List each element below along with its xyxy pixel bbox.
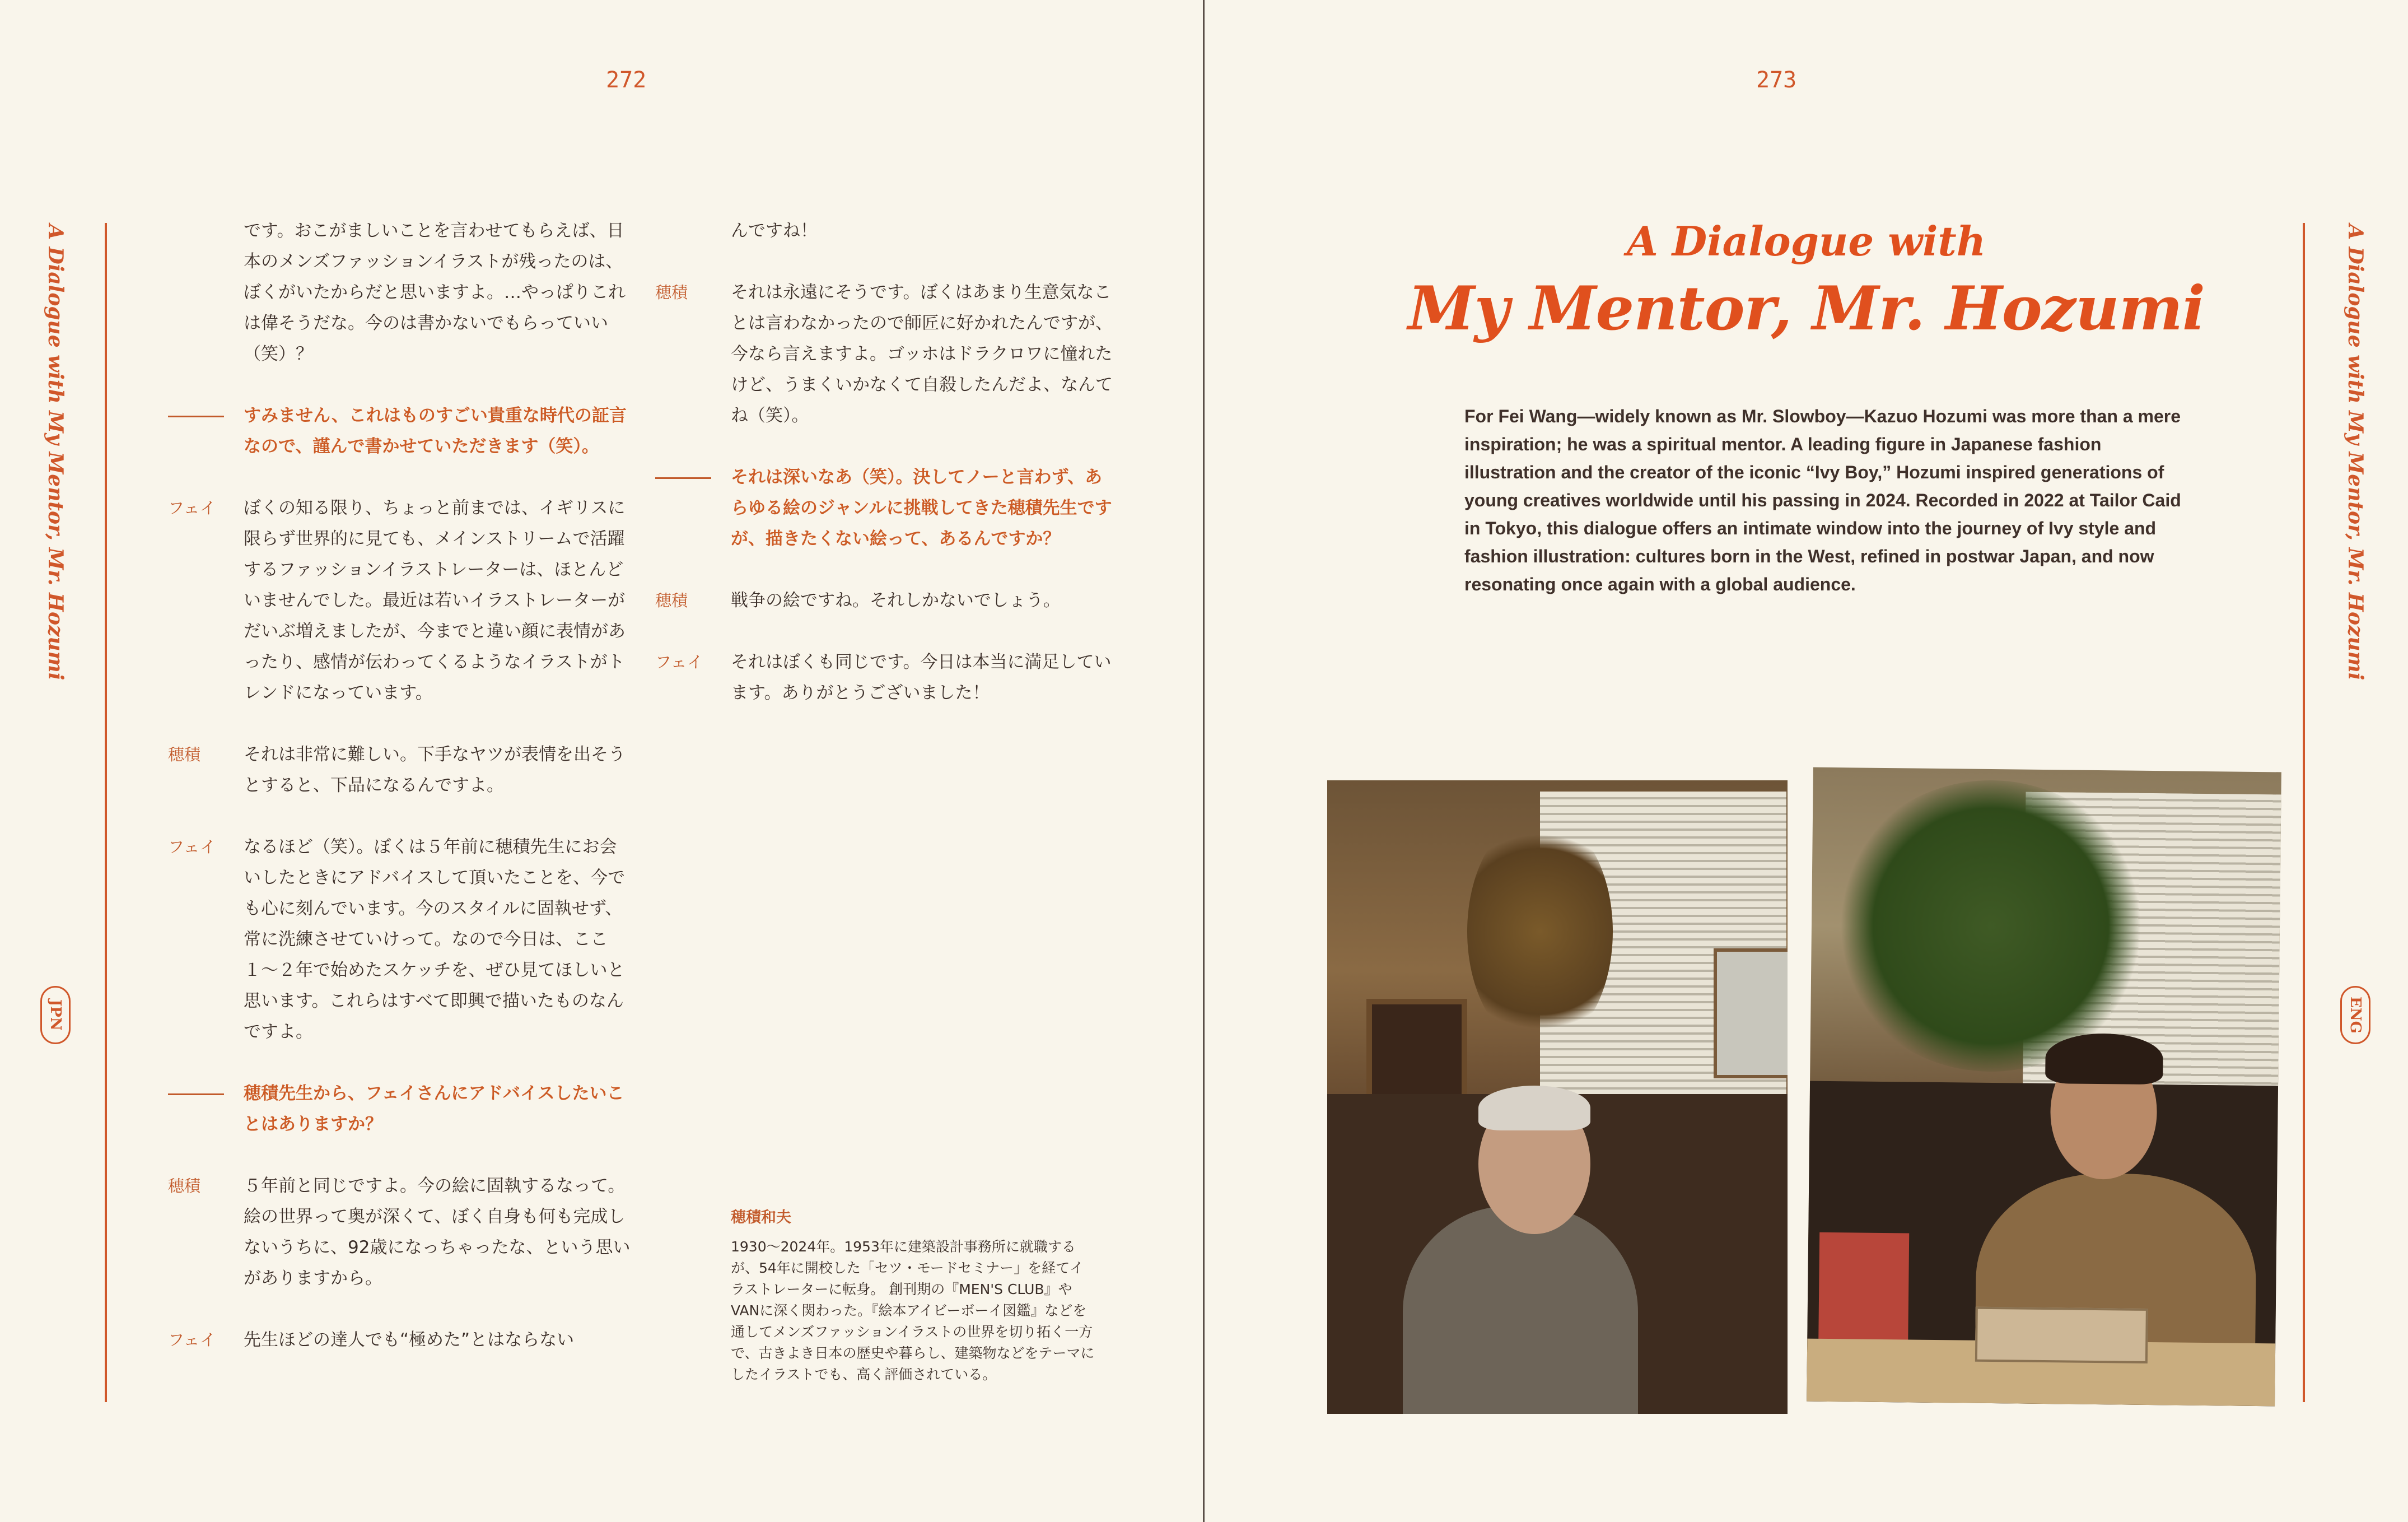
speaker-label: フェイ [168,1330,216,1349]
interviewer-question [168,401,633,462]
speaker-label: 穂積 [655,591,688,610]
article-heading-line2: My Mentor, Mr. Hozumi [1408,273,2205,344]
bio-name: 穂積和夫 [731,1209,791,1226]
profile-bio [731,1207,1098,1385]
dialogue-text: すみません、これはものすごい貴重な時代の証言なので、謹んで書かせていただきます（笑）。 [244,406,627,457]
dialogue-text: ぼくの知る限り、ちょっと前までは、イギリスに限らず世界的に見ても、メインストリームで活躍するファッションイラストレーターは、ほとんどいませんでした。最近は若いイラストレーターがだいぶ増えましたが、今までと違い顔に表情があったり、感情が伝わってくるようなイラストがトレンドになっています。 [244,498,626,703]
dialogue-text: なるほど（笑）。ぼくは５年前に穂積先生にお会いしたときにアドバイスして頂いたことを、今でも心に刻んでいます。今のスタイルに固執せず、常に洗練させていけって。なので今日は、ここ１〜２年で始めたスケッチを、ぜひ見てほしいと思います。これらはすべて即興で描いたものなんですよ。 [244,837,626,1042]
dialogue-entry [655,216,1114,246]
dialogue-entry [168,1171,633,1294]
article-heading-line1: A Dialogue with [1626,217,1986,265]
language-badge: ENG [2340,986,2370,1044]
interviewer-question [655,462,1114,555]
running-title: A Dialogue with My Mentor, Mr. Hozumi [44,224,67,681]
speaker-label: 穂積 [168,745,201,764]
dialogue-text: 穂積先生から、フェイさんにアドバイスしたいことはありますか？ [244,1083,624,1134]
dialogue-text: 戦争の絵ですね。それしかないでしょう。 [731,590,1061,611]
language-badge: JPN [40,986,71,1044]
dialogue-text: それは永遠にそうです。ぼくはあまり生意気なことは言わなかったので師匠に好かれたんですが、今なら言えますよ。ゴッホはドラクロワに憧れたけど、うまくいかなくて自殺したんだよ、なんてね（笑）。 [731,282,1113,426]
speaker-label: 穂積 [655,283,688,302]
dialogue-entry [168,739,633,801]
dialogue-entry [168,1325,633,1356]
question-dash [168,416,224,417]
dialogue-column-2 [655,216,1114,739]
interviewer-question [168,1078,633,1140]
page-number: 273 [1756,67,1797,93]
dialogue-text: ５年前と同じですよ。今の絵に固執するなって。絵の世界って奥が深くて、ぼく自身も何も完成しないうちに、92歳になっちゃったな、という思いがありますから。 [244,1176,631,1288]
dialogue-entry [655,277,1114,431]
speaker-label: フェイ [168,499,216,518]
article-intro: For Fei Wang—widely known as Mr. Slowboy—Kazuo Hozumi was more than a mere inspiration; he was a spiritual mentor. A leading figure in Japanese fashion illustration and the creator of the iconic “Ivy Boy,” Hozumi inspired generations of young creatives worldwide until his passing in 2024. Recorded in 2022 at Tailor Caid in Tokyo, this dialogue offers an intimate window into the journey of Ivy style and fashion illustration: cultures born in the West, refined in postwar Japan, and now resonating once again with a global audience. [1464,406,2181,594]
side-rule [2303,223,2305,1402]
dialogue-text: です。おこがましいことを言わせてもらえば、日本のメンズファッションイラストが残ったのは、ぼくがいたからだと思いますよ。…やっぱりこれは偉そうだな。今のは書かないでもらっていい（笑）？ [244,221,626,364]
dialogue-text: それはぼくも同じです。今日は本当に満足しています。ありがとうございました！ [731,652,1112,703]
dialogue-text: それは深いなあ（笑）。決してノーと言わず、あらゆる絵のジャンルに挑戦してきた穂積先生ですが、描きたくない絵って、あるんですか？ [731,467,1112,549]
speaker-label: フェイ [168,837,216,857]
dialogue-text: それは非常に難しい。下手なヤツが表情を出そうとすると、下品になるんですよ。 [244,744,626,795]
question-dash [168,1093,224,1095]
dialogue-text: 先生ほどの達人でも“極めた”とはならない [244,1330,575,1350]
dialogue-text: んですね！ [731,221,818,241]
question-dash [655,477,711,479]
photo-fei-wang [1807,767,2281,1407]
page-number: 272 [606,67,647,93]
left-page [0,0,1203,1522]
dialogue-entry [655,585,1114,616]
dialogue-entry [168,216,633,370]
running-title: A Dialogue with My Mentor, Mr. Hozumi [2344,224,2367,681]
bio-text: 1930〜2024年。1953年に建築設計事務所に就職するが、54年に開校した「セツ・モードセミナー」を経てイラストレーターに転身。 創刊期の『MEN'S CLUB』やVANに深く関わった。『絵本アイビーボーイ図鑑』などを通してメンズファッションイラストの世界を切り拓く一方で、古きよき日本の歴史や暮らし、建築物などをテーマにしたイラストでも、高く評価されている。 [731,1239,1095,1383]
speaker-label: 穂積 [168,1176,201,1195]
dialogue-entry [168,832,633,1048]
speaker-label: フェイ [655,653,703,672]
photo-hozumi [1327,780,1788,1414]
dialogue-entry [655,647,1114,709]
dialogue-column-1 [168,216,633,1386]
side-rule [105,223,107,1402]
dialogue-entry [168,493,633,709]
